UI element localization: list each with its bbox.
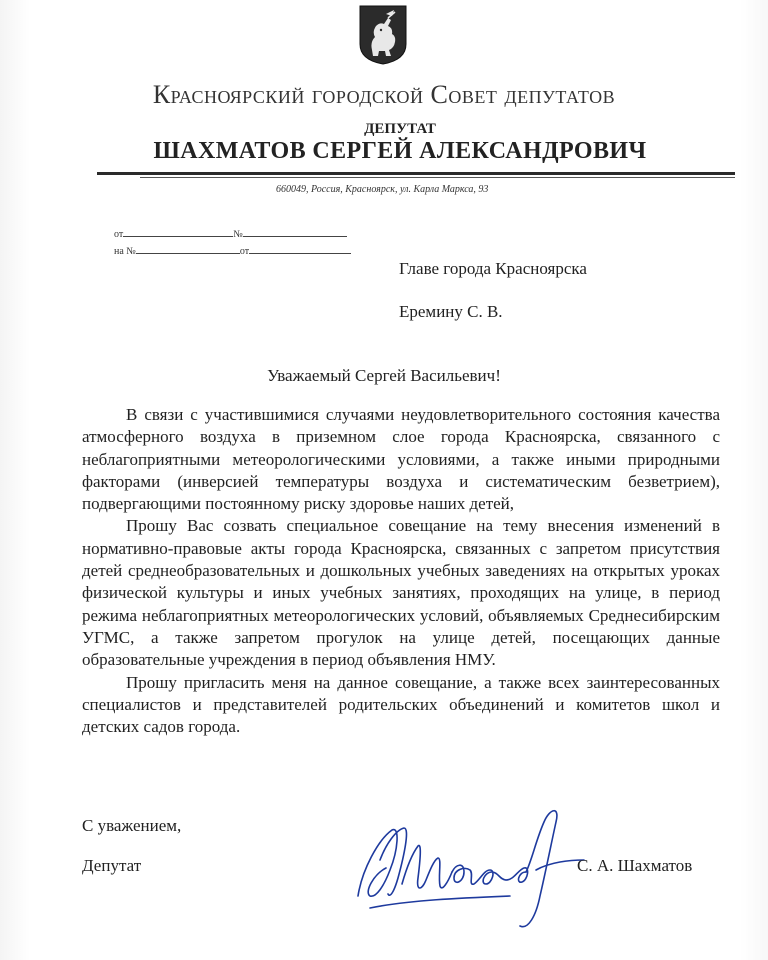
signer-name: С. А. Шахматов: [577, 856, 693, 875]
role-label: ДЕПУТАТ: [364, 121, 436, 137]
registration-to-number-blank[interactable]: [136, 243, 240, 254]
letterhead-address: 660049, Россия, Красноярск, ул. Карла Маркса, 93: [276, 184, 489, 195]
letter-body: [82, 404, 720, 738]
header-divider-thin: [140, 177, 735, 178]
body-paragraph-3: Прошу пригласить меня на данное совещание, а также всех заинтересованных специалистов и представителей родительских объединений и комитетов школ и детских садов города.: [82, 672, 720, 737]
registration-to-from-label: от: [239, 246, 250, 257]
registration-number-blank[interactable]: [243, 226, 347, 237]
registration-to-date-blank[interactable]: [249, 243, 351, 254]
body-paragraph-1: В связи с участившимися случаями неудовлетворительного состояния качества атмосферного воздуха в приземном слое города Красноярска, связанного с неблагоприятными метеорологическими условиями, а также иными природными факторами (инверсией температуры воздуха и систематическим безветрием), подвергающими постоянному риску здоровье наших детей,: [82, 405, 720, 514]
closing-regards: С уважением,: [82, 816, 182, 835]
deputy-name: ШАХМАТОВ СЕРГЕЙ АЛЕКСАНДРОВИЧ: [153, 138, 647, 164]
header-divider-thick: [97, 172, 735, 175]
council-title: Красноярский городской Совет депутатов: [152, 80, 616, 109]
registration-to-number-label: на №: [114, 246, 136, 257]
krasnoyarsk-coat-of-arms-icon: [358, 4, 408, 66]
registration-number-label: №: [233, 229, 243, 240]
handwritten-signature: [340, 800, 590, 940]
registration-from-label: от: [114, 229, 124, 240]
salutation: Уважаемый Сергей Васильевич!: [267, 366, 501, 385]
addressee-line-1: Главе города Красноярска: [399, 259, 587, 278]
body-paragraph-2: Прошу Вас созвать специальное совещание на тему внесения изменений в нормативно-правовые акты города Красноярска, связанных с запретом присутствия детей среднеобразовательных и дошкольных учебных заведениях на открытых уроках физической культуры и иных учебных занятиях, проходящих на улице, в период режима неблагоприятных метеорологических условий, объявляемых Среднесибирским УГМС, а также запретом прогулок на улице детей, посещающих данные образовательные учреждения в период объявления НМУ.: [82, 516, 720, 670]
registration-line-incoming: [114, 243, 351, 257]
closing-position: Депутат: [82, 856, 142, 875]
addressee-line-2: Еремину С. В.: [399, 302, 503, 321]
registration-line-outgoing: [114, 226, 347, 240]
registration-date-blank[interactable]: [123, 226, 233, 237]
